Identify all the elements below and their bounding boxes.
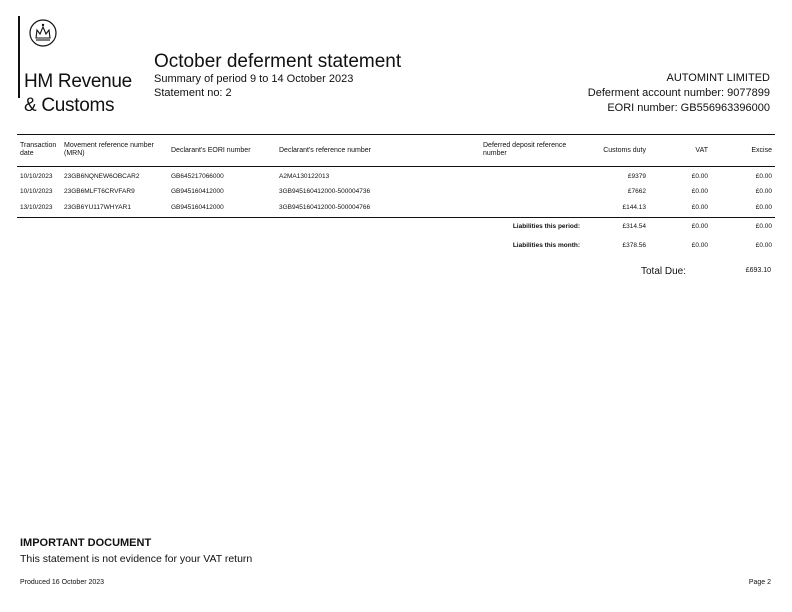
logo-text-line2: & Customs	[24, 95, 115, 116]
cell-mrn: 23GB6MLFT6CRVFAR9	[64, 188, 135, 195]
header-transaction-date: Transaction date	[20, 142, 57, 157]
cell-declarant-eori: GB945160412000	[171, 204, 224, 211]
statement-title-block	[154, 51, 401, 100]
total-due-label: Total Due:	[641, 266, 687, 277]
important-document-heading: IMPORTANT DOCUMENT	[20, 537, 152, 549]
header-customs-duty: Customs duty	[603, 147, 646, 154]
cell-vat: £0.00	[691, 173, 708, 180]
liabilities-period-vat: £0.00	[691, 223, 708, 230]
cell-declarant-reference: 3GB945160412000-500004736	[279, 188, 371, 195]
page-title: October deferment statement	[154, 51, 402, 72]
cell-customs-duty: £144.13	[622, 204, 646, 211]
header-excise: Excise	[751, 147, 772, 154]
cell-excise: £0.00	[755, 204, 772, 211]
liabilities-period-label: Liabilities this period:	[512, 223, 580, 230]
cell-customs-duty: £7662	[627, 188, 646, 195]
company-details	[588, 71, 770, 116]
statement-number: Statement no: 2	[154, 87, 232, 99]
liabilities-period-duty: £314.54	[622, 223, 646, 230]
deferment-account-number: Deferment account number: 9077899	[587, 87, 770, 99]
cell-declarant-eori: GB645217066000	[171, 173, 224, 180]
vat-disclaimer: This statement is not evidence for your VAT return	[20, 553, 253, 565]
table-header-rule	[17, 166, 775, 167]
cell-vat: £0.00	[691, 204, 708, 211]
table-top-rule	[17, 134, 775, 135]
cell-mrn: 23GB6YU117WHYAR1	[64, 204, 131, 211]
cell-vat: £0.00	[691, 188, 708, 195]
liabilities-month-label: Liabilities this month:	[512, 242, 580, 249]
cell-declarant-eori: GB945160412000	[171, 188, 224, 195]
liabilities-month-duty: £378.56	[622, 242, 646, 249]
eori-number: EORI number: GB556963396000	[607, 102, 770, 114]
cell-date: 10/10/2023	[20, 188, 53, 195]
header-deferred-deposit: Deferred deposit reference number	[483, 142, 567, 157]
cell-mrn: 23GB6NQNEW6OBCAR2	[64, 173, 140, 180]
logo-rule	[18, 16, 20, 98]
royal-crest-icon	[28, 18, 58, 48]
page-number: Page 2	[748, 579, 771, 586]
cell-date: 10/10/2023	[20, 173, 53, 180]
cell-declarant-reference: A2MA130122013	[279, 173, 330, 180]
company-name: AUTOMINT LIMITED	[666, 72, 770, 84]
header-vat: VAT	[695, 147, 708, 154]
liabilities-month-vat: £0.00	[691, 242, 708, 249]
header-declarant-eori: Declarant's EORI number	[171, 147, 251, 154]
produced-date: Produced 16 October 2023	[20, 579, 105, 586]
period-summary: Summary of period 9 to 14 October 2023	[154, 73, 354, 85]
total-due-value: £693.10	[745, 267, 771, 274]
cell-customs-duty: £9379	[627, 173, 646, 180]
cell-excise: £0.00	[755, 173, 772, 180]
hmrc-logo	[18, 16, 158, 116]
header-movement-reference: Movement reference number (MRN)	[64, 142, 154, 157]
liabilities-period-excise: £0.00	[755, 223, 772, 230]
liabilities-month-excise: £0.00	[755, 242, 772, 249]
cell-date: 13/10/2023	[20, 204, 53, 211]
header-declarant-reference: Declarant's reference number	[279, 147, 371, 154]
logo-text-line1: HM Revenue	[24, 71, 132, 92]
cell-excise: £0.00	[755, 188, 772, 195]
cell-declarant-reference: 3GB945160412000-500004766	[279, 204, 371, 211]
table-end-rule	[17, 217, 775, 218]
